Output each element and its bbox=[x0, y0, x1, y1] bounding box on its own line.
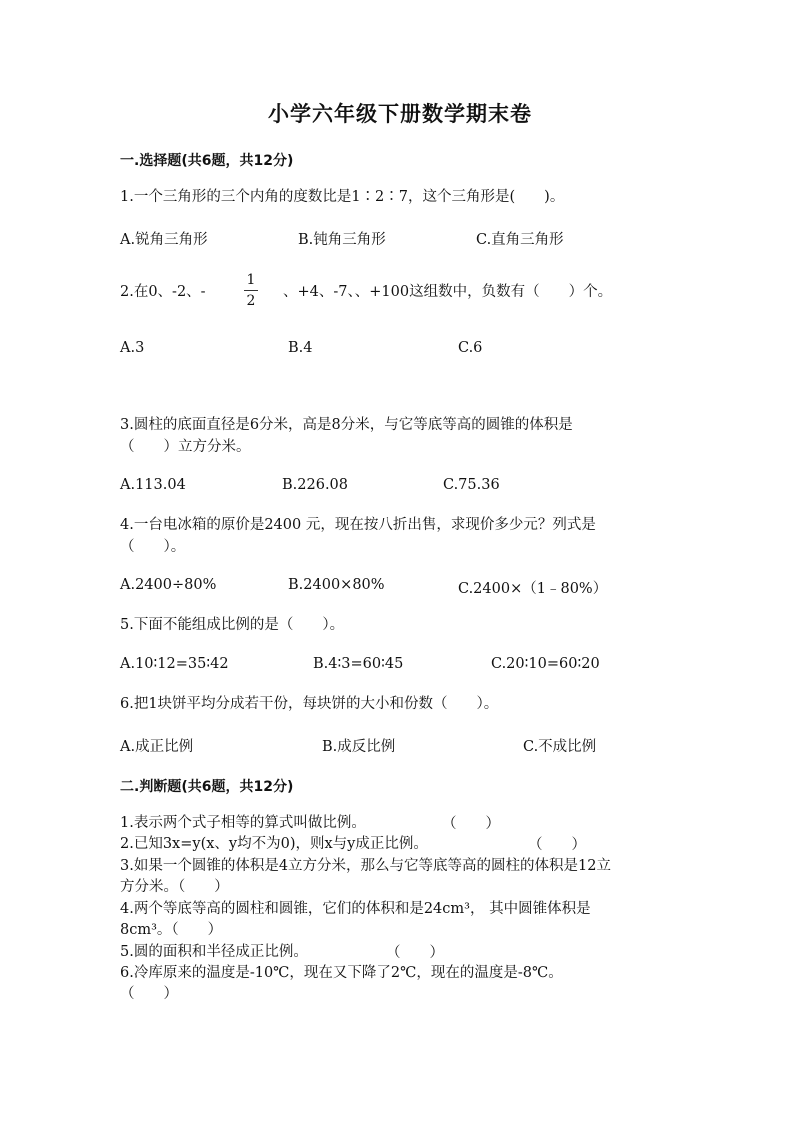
question-6-option-a: A.成正比例 bbox=[120, 739, 194, 755]
question-4-line-2: （ ）。 bbox=[120, 539, 186, 555]
tf-item-1: 1.表示两个式子相等的算式叫做比例。 bbox=[120, 815, 366, 831]
question-1-option-c: C.直角三角形 bbox=[476, 232, 564, 248]
page-title: 小学六年级下册数学期末卷 bbox=[268, 102, 532, 126]
section-heading-choice: 一.选择题(共6题，共12分) bbox=[120, 153, 294, 169]
tf-item-3-line-1: 3.如果一个圆锥的体积是4立方分米，那么与它等底等高的圆柱的体积是12立 bbox=[120, 858, 612, 874]
question-4-line-1: 4.一台电冰箱的原价是2400 元，现在按八折出售，求现价多少元？列式是 bbox=[120, 517, 596, 533]
question-3-option-c: C.75.36 bbox=[443, 477, 500, 493]
tf-item-4-line-1: 4.两个等底等高的圆柱和圆锥，它们的体积和是24cm³， 其中圆锥体积是 bbox=[120, 901, 591, 917]
fraction-bar bbox=[244, 290, 258, 291]
fraction-numerator: 1 bbox=[246, 272, 256, 288]
question-2-text-before: 2.在0、-2、- bbox=[120, 284, 206, 300]
question-1: 1.一个三角形的三个内角的度数比是1∶2∶7，这个三角形是( )。 bbox=[120, 189, 565, 205]
question-6: 6.把1块饼平均分成若干份，每块饼的大小和份数（ ）。 bbox=[120, 696, 499, 712]
question-3-option-a: A.113.04 bbox=[120, 477, 186, 493]
question-5-option-b: B.4∶3=60∶45 bbox=[313, 656, 404, 672]
tf-item-2-answer: （ ） bbox=[528, 837, 586, 853]
tf-item-4-line-2: 8cm³。（ ） bbox=[120, 922, 223, 938]
tf-item-6-line-1: 6.冷库原来的温度是-10℃，现在又下降了2℃，现在的温度是-8℃。 bbox=[120, 965, 563, 981]
question-1-option-b: B.钝角三角形 bbox=[298, 232, 386, 248]
question-2-option-c: C.6 bbox=[458, 340, 483, 356]
tf-item-6-line-2: （ ） bbox=[120, 986, 178, 1002]
question-3-line-1: 3.圆柱的底面直径是6分米，高是8分米，与它等底等高的圆锥的体积是 bbox=[120, 417, 573, 433]
section-heading-true-false: 二.判断题(共6题，共12分) bbox=[120, 779, 294, 795]
question-4-option-a: A.2400÷80% bbox=[120, 577, 217, 593]
fraction-one-half bbox=[241, 272, 261, 309]
question-4-option-b: B.2400×80% bbox=[288, 577, 385, 593]
question-5: 5.下面不能组成比例的是（ ）。 bbox=[120, 617, 345, 633]
question-6-option-b: B.成反比例 bbox=[322, 739, 396, 755]
question-5-option-c: C.20∶10=60∶20 bbox=[491, 656, 600, 672]
question-5-option-a: A.10∶12=35∶42 bbox=[120, 656, 229, 672]
question-3-line-2: （ ）立方分米。 bbox=[120, 439, 251, 455]
question-2-text-after: 、+4、-7、、+100这组数中，负数有（ ）个。 bbox=[283, 284, 613, 300]
question-6-option-c: C.不成比例 bbox=[523, 739, 597, 755]
question-3-option-b: B.226.08 bbox=[282, 477, 349, 493]
question-2-option-a: A.3 bbox=[120, 340, 145, 356]
tf-item-5: 5.圆的面积和半径成正比例。 bbox=[120, 944, 308, 960]
tf-item-1-answer: （ ） bbox=[442, 816, 500, 832]
fraction-denominator: 2 bbox=[246, 293, 256, 309]
question-2-option-b: B.4 bbox=[288, 340, 313, 356]
question-1-option-a: A.锐角三角形 bbox=[120, 232, 208, 248]
question-4-option-c: C.2400×（1﹣80%） bbox=[458, 581, 608, 597]
tf-item-3-line-2: 方分米。（ ） bbox=[120, 879, 229, 895]
tf-item-5-answer: （ ） bbox=[386, 945, 444, 961]
tf-item-2: 2.已知3x=y(x、y均不为0)，则x与y成正比例。 bbox=[120, 836, 428, 852]
